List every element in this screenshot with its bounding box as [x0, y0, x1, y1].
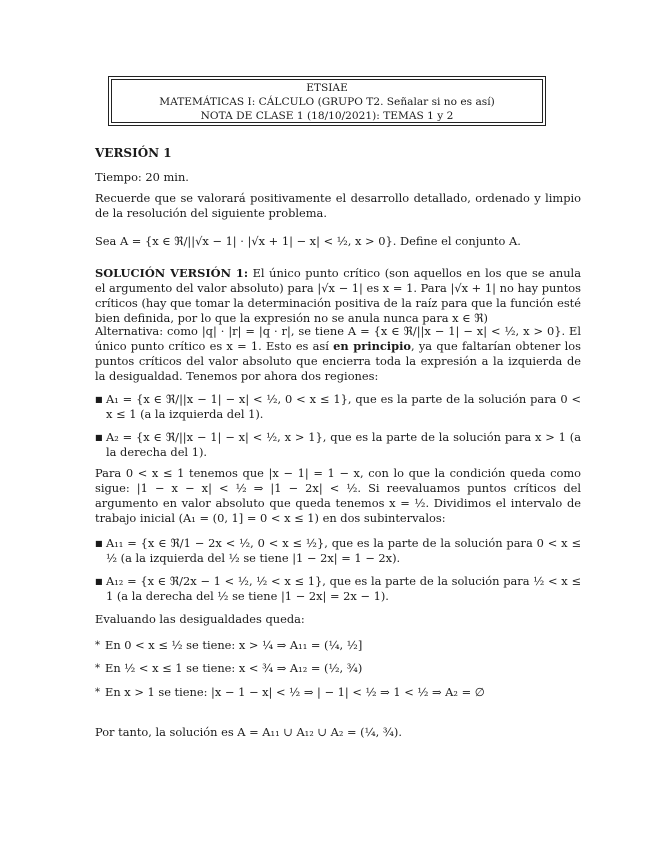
solution-p1-text: El único punto crítico (son aquellos en los que se anula el argumento del valor absoluto) para |√x − 1| es x = 1. Para |√x + 1| no hay puntos críticos (hay que tomar la determinación positiva de la raíz para que la función esté bien definida, por lo que la expresión no se anula nunca para x ∈ ℜ)	[95, 266, 581, 325]
bullet-text: A₁₁ = {x ∈ ℜ/1 − 2x < ½, 0 < x ≤ ½}, que es la parte de la solución para 0 < x ≤ ½ (a la izquierda del ½ se tiene |1 − 2x| = 1 − 2x).	[106, 536, 581, 565]
bullet-text: A₂ = {x ∈ ℜ/||x − 1| − x| < ½, x > 1}, que es la parte de la solución para x > 1 (a la derecha del 1).	[106, 430, 581, 459]
solution-p2-bold: en principio	[333, 339, 412, 353]
asterisk-icon: *	[95, 663, 100, 674]
list-item	[95, 685, 581, 700]
solution-paragraph-4: Evaluando las desigualdades queda:	[95, 612, 305, 626]
header-inner-frame	[111, 79, 543, 123]
bullet-icon: ■	[95, 577, 103, 586]
bullet-text: A₁₂ = {x ∈ ℜ/2x − 1 < ½, ½ < x ≤ 1}, que es la parte de la solución para ½ < x ≤ 1 (a la derecha del ½ se tiene |1 − 2x| = 2x − 1).	[106, 574, 581, 603]
header-school: ETSIAE	[306, 82, 348, 94]
star-text: En 0 < x ≤ ½ se tiene: x > ¼ ⇒ A₁₁ = (¼, ½]	[105, 638, 363, 652]
bullet-icon: ■	[95, 539, 103, 548]
bullet-text: A₁ = {x ∈ ℜ/||x − 1| − x| < ½, 0 < x ≤ 1}, que es la parte de la solución para 0 < x ≤ 1 (a la izquierda del 1).	[106, 392, 581, 421]
header-note: NOTA DE CLASE 1 (18/10/2021): TEMAS 1 y 2	[200, 110, 454, 122]
asterisk-icon: *	[95, 640, 100, 651]
asterisk-icon: *	[95, 687, 100, 698]
problem-statement: Sea A = {x ∈ ℜ/||√x − 1| · |√x + 1| − x| < ½, x > 0}. Define el conjunto A.	[95, 234, 521, 248]
header-box	[108, 76, 546, 126]
intro-paragraph: Recuerde que se valorará positivamente el desarrollo detallado, ordenado y limpio de la resolución del siguiente problema.	[95, 191, 581, 220]
star-text: En ½ < x ≤ 1 se tiene: x < ¾ ⇒ A₁₂ = (½, ¾)	[105, 661, 363, 675]
solution-paragraph-2	[95, 324, 581, 384]
solution-paragraph-3: Para 0 < x ≤ 1 tenemos que |x − 1| = 1 − x, con lo que la condición queda como sigue: |1 − x − x| < ½ ⇒ |1 − 2x| < ½. Si reevaluamos puntos críticos del argumento en valor absoluto que queda tenemos x = ½. Dividimos el intervalo de trabajo inicial (A₁ = (0, 1] = 0 < x ≤ 1) en dos subintervalos:	[95, 466, 581, 525]
list-item	[95, 638, 581, 653]
bullet-icon: ■	[95, 433, 103, 442]
solution-p2-text-a: Alternativa: como |q| · |r| = |q · r|, se tiene A = {x ∈ ℜ/||x − 1| − x| < ½, x > 0}. El único punto crítico es x = 1. Esto es así	[95, 324, 581, 353]
solution-title: SOLUCIÓN VERSIÓN 1:	[95, 266, 249, 280]
solution-p2-text-b: , ya que faltarían obtener los puntos críticos del valor absoluto que encierra toda la expresión a la izquierda de la desigualdad. Tenemos por ahora dos regiones:	[95, 339, 581, 383]
header-course: MATEMÁTICAS I: CÁLCULO (GRUPO T2. Señalar si no es así)	[159, 96, 495, 108]
bullet-icon: ■	[95, 395, 103, 404]
version-title: VERSIÓN 1	[95, 146, 172, 160]
list-item	[95, 661, 581, 676]
star-text: En x > 1 se tiene: |x − 1 − x| < ½ ⇒ | − 1| < ½ ⇒ 1 < ½ ⇒ A₂ = ∅	[105, 685, 485, 699]
time-limit: Tiempo: 20 min.	[95, 170, 189, 184]
conclusion: Por tanto, la solución es A = A₁₁ ∪ A₁₂ ∪ A₂ = (¼, ¾).	[95, 725, 402, 739]
solution-paragraph-1	[95, 266, 581, 326]
